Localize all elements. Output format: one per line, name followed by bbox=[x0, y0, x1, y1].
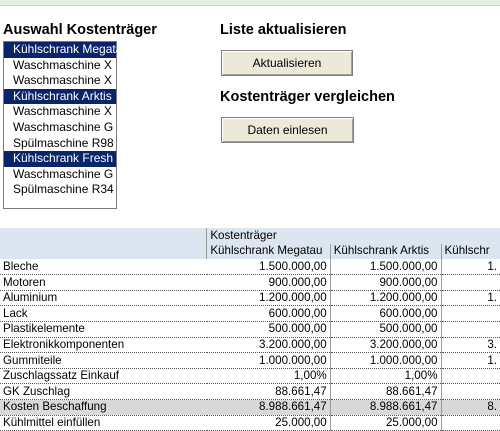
table-row bbox=[0, 384, 500, 400]
table-cell[interactable]: 88.661,47 bbox=[330, 384, 441, 400]
table-cell[interactable] bbox=[441, 322, 500, 338]
comparison-table bbox=[0, 228, 500, 431]
row-label: GK Zuschlag bbox=[0, 384, 207, 400]
refresh-button[interactable]: Aktualisieren bbox=[221, 50, 353, 76]
table-cell[interactable]: 600.000,00 bbox=[207, 306, 330, 322]
table-row bbox=[0, 337, 500, 353]
list-item[interactable]: Waschmaschine G bbox=[13, 166, 114, 181]
list-item[interactable]: Spülmaschine R98 bbox=[13, 135, 114, 150]
row-label: Zuschlagssatz Einkauf bbox=[0, 368, 207, 384]
table-cell[interactable] bbox=[441, 275, 500, 291]
list-item[interactable]: Kühlschrank Arktis bbox=[4, 89, 116, 105]
list-item[interactable]: Kühlschrank Megatau bbox=[4, 42, 116, 58]
table-row bbox=[0, 400, 500, 416]
table-cell[interactable]: 900.000,00 bbox=[330, 275, 441, 291]
table-cell[interactable] bbox=[441, 384, 500, 400]
table-cell[interactable]: 1. bbox=[441, 290, 500, 306]
table-cell[interactable]: 8. bbox=[441, 400, 500, 416]
row-label: Lack bbox=[0, 306, 207, 322]
table-cell[interactable]: 1.000.000,00 bbox=[207, 353, 330, 369]
row-label: Plastikelemente bbox=[0, 322, 207, 338]
row-label: Elektronikkomponenten bbox=[0, 337, 207, 353]
table-cell[interactable]: 900.000,00 bbox=[207, 275, 330, 291]
table-cell[interactable]: 1.500.000,00 bbox=[330, 259, 441, 275]
list-item[interactable]: Spülmaschine R34 bbox=[13, 182, 114, 197]
table-cell[interactable]: 25.000,00 bbox=[207, 415, 330, 431]
table-cell[interactable]: 3.200.000,00 bbox=[207, 337, 330, 353]
table-row bbox=[0, 306, 500, 322]
row-label: Kühlmittel einfüllen bbox=[0, 415, 207, 431]
row-label: Bleche bbox=[0, 259, 207, 275]
group-header: Kostenträger bbox=[207, 228, 500, 244]
table-cell[interactable]: 3. bbox=[441, 337, 500, 353]
table-row bbox=[0, 322, 500, 338]
table-cell[interactable]: 8.988.661,47 bbox=[330, 400, 441, 416]
list-item[interactable]: Waschmaschine X bbox=[13, 104, 112, 119]
header-corner bbox=[0, 228, 207, 244]
table-cell[interactable]: 3.200.000,00 bbox=[330, 337, 441, 353]
column-header: Kühlschr bbox=[441, 244, 500, 260]
table-cell[interactable] bbox=[441, 415, 500, 431]
table-cell[interactable]: 88.661,47 bbox=[207, 384, 330, 400]
table-cell[interactable]: 1.200.000,00 bbox=[207, 290, 330, 306]
selector-title: Auswahl Kostenträger bbox=[3, 22, 157, 38]
table-cell[interactable]: 25.000,00 bbox=[330, 415, 441, 431]
table-cell[interactable]: 1. bbox=[441, 353, 500, 369]
cost-object-listbox[interactable] bbox=[3, 41, 130, 209]
table-row bbox=[0, 415, 500, 431]
header-blank bbox=[0, 244, 207, 260]
table-cell[interactable]: 500.000,00 bbox=[330, 322, 441, 338]
table-cell[interactable]: 500.000,00 bbox=[207, 322, 330, 338]
list-item[interactable]: Kühlschrank Fresh bbox=[4, 151, 116, 167]
column-header: Kühlschrank Megatau bbox=[207, 244, 330, 260]
table-cell[interactable]: 1,00% bbox=[330, 368, 441, 384]
list-item[interactable]: Waschmaschine G bbox=[13, 119, 114, 134]
column-header: Kühlschrank Arktis bbox=[330, 244, 441, 260]
table-cell[interactable] bbox=[441, 306, 500, 322]
compare-title: Kostenträger vergleichen bbox=[220, 89, 395, 105]
table-cell[interactable]: 1,00% bbox=[207, 368, 330, 384]
table-row bbox=[0, 275, 500, 291]
table-cell[interactable]: 1.000.000,00 bbox=[330, 353, 441, 369]
read-data-button[interactable]: Daten einlesen bbox=[221, 117, 354, 143]
table-row bbox=[0, 353, 500, 369]
top-band bbox=[0, 0, 500, 6]
row-label: Aluminium bbox=[0, 290, 207, 306]
refresh-title: Liste aktualisieren bbox=[220, 22, 347, 38]
table-cell[interactable] bbox=[441, 368, 500, 384]
table-cell[interactable]: 1.200.000,00 bbox=[330, 290, 441, 306]
table-cell[interactable]: 1.500.000,00 bbox=[207, 259, 330, 275]
table-row bbox=[0, 259, 500, 275]
table-row bbox=[0, 368, 500, 384]
row-label: Gummiteile bbox=[0, 353, 207, 369]
table-cell[interactable]: 1. bbox=[441, 259, 500, 275]
comparison-sheet bbox=[0, 228, 500, 431]
list-item[interactable]: Waschmaschine X bbox=[13, 57, 112, 72]
table-cell[interactable]: 8.988.661,47 bbox=[207, 400, 330, 416]
list-item[interactable]: Waschmaschine X bbox=[13, 73, 112, 88]
table-cell[interactable]: 600.000,00 bbox=[330, 306, 441, 322]
row-label: Motoren bbox=[0, 275, 207, 291]
row-label: Kosten Beschaffung bbox=[0, 400, 207, 416]
table-row bbox=[0, 290, 500, 306]
